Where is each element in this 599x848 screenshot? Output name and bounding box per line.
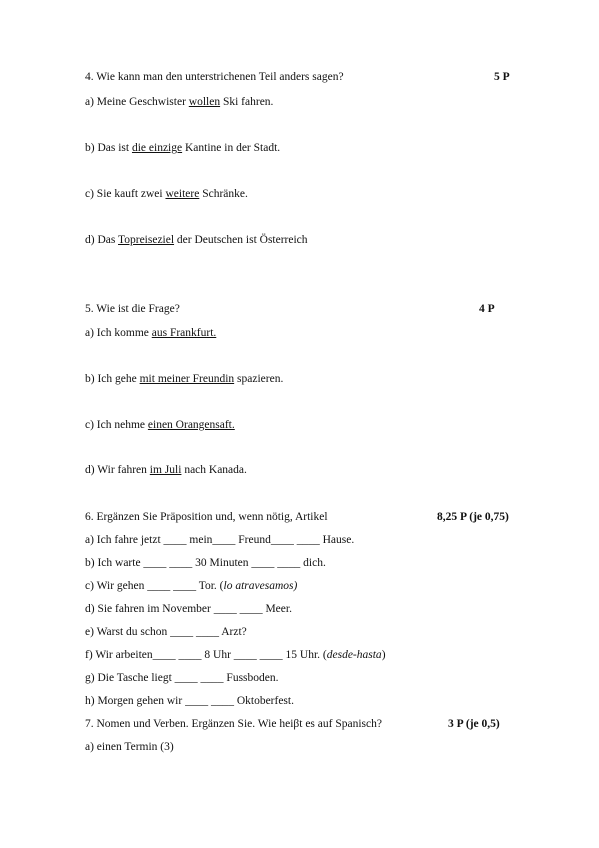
section-5-item-a: a) Ich komme aus Frankfurt. (85, 327, 217, 339)
section-6-item-h: h) Morgen gehen wir ____ ____ Oktoberfest. (85, 695, 294, 707)
section-4-item-a: a) Meine Geschwister wollen Ski fahren. (85, 96, 274, 108)
section-6-item-b: b) Ich warte ____ ____ 30 Minuten ____ ____ dich. (85, 557, 326, 569)
section-4-points: 5 P (494, 71, 510, 83)
section-6-item-d: d) Sie fahren im November ____ ____ Meer. (85, 603, 292, 615)
section-6-item-g: g) Die Tasche liegt ____ ____ Fussboden. (85, 672, 279, 684)
section-5-item-b: b) Ich gehe mit meiner Freundin spazieren. (85, 373, 284, 385)
section-6-item-e: e) Warst du schon ____ ____ Arzt? (85, 626, 247, 638)
section-4-item-b: b) Das ist die einzige Kantine in der Stadt. (85, 142, 281, 154)
section-7-title: 7. Nomen und Verben. Ergänzen Sie. Wie heiβt es auf Spanisch? (85, 718, 382, 730)
section-7-points: 3 P (je 0,5) (448, 718, 500, 730)
section-6-title: 6. Ergänzen Sie Präposition und, wenn nötig, Artikel (85, 511, 328, 523)
section-5-item-d: d) Wir fahren im Juli nach Kanada. (85, 464, 247, 476)
section-4-item-c: c) Sie kauft zwei weitere Schränke. (85, 188, 248, 200)
section-6-item-f: f) Wir arbeiten____ ____ 8 Uhr ____ ____ 15 Uhr. (desde-hasta) (85, 649, 386, 661)
section-7-item-a: a) einen Termin (3) (85, 741, 174, 753)
section-5-title: 5. Wie ist die Frage? (85, 303, 180, 315)
section-4-title: 4. Wie kann man den unterstrichenen Teil anders sagen? (85, 71, 344, 83)
section-6-item-a: a) Ich fahre jetzt ____ mein____ Freund____ ____ Hause. (85, 534, 355, 546)
section-5-points: 4 P (479, 303, 495, 315)
section-5-item-c: c) Ich nehme einen Orangensaft. (85, 419, 235, 431)
section-6-item-c: c) Wir gehen ____ ____ Tor. (lo atravesamos) (85, 580, 298, 592)
section-6-points: 8,25 P (je 0,75) (437, 511, 509, 523)
section-4-item-d: d) Das Topreiseziel der Deutschen ist Österreich (85, 234, 308, 246)
